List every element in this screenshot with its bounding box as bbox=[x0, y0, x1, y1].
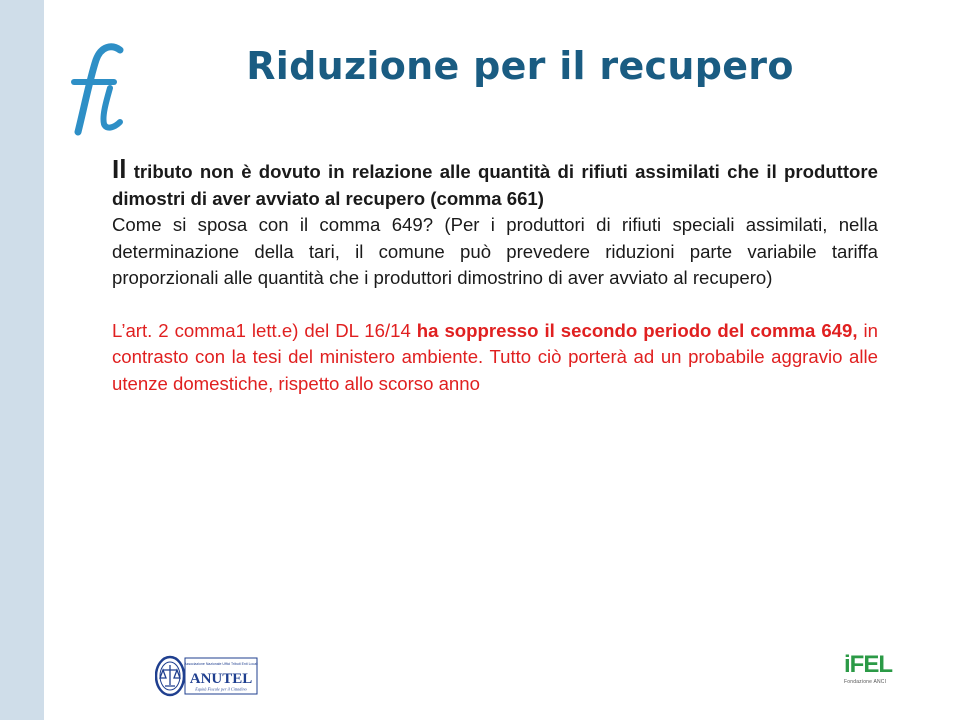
paragraph-tributo-text: tributo non è dovuto in relazione alle quantità di rifiuti assimilati che il produttore dimostri di aver avviato al recupero (comma 661) bbox=[112, 161, 878, 209]
paragraph-comma-649: Come si sposa con il comma 649? (Per i produttori di rifiuti speciali assimilati, nella determinazione della tari, il comune può prevedere riduzioni parte variabile tariffa proporzionali alle quantità che i produttori dimostrino di aver avviato al recupero) bbox=[112, 214, 878, 288]
left-sidebar-bar bbox=[0, 0, 44, 720]
fi-logo-icon bbox=[58, 38, 128, 138]
paragraph-dl-16-14 bbox=[112, 318, 878, 398]
slide-body bbox=[112, 156, 878, 397]
paragraph-lead-word: Il bbox=[112, 154, 127, 184]
paragraph-dl-part1: L’art. 2 comma1 lett.e) del DL 16/14 bbox=[112, 319, 417, 341]
ifel-logo-mark: iFEL bbox=[844, 651, 892, 678]
anutel-motto: Equità Fiscale per il Cittadino bbox=[195, 686, 247, 692]
paragraph-tributo bbox=[112, 156, 878, 212]
ifel-logo bbox=[844, 651, 892, 700]
anutel-logo bbox=[155, 655, 258, 697]
anutel-top-line: Associazione Nazionale Uffici Tributi Enti Locali bbox=[184, 662, 258, 666]
slide-title: Riduzione per il recupero bbox=[246, 44, 794, 88]
paragraph-dl-emphasis: ha soppresso il secondo periodo del comma 649, bbox=[416, 319, 858, 341]
ifel-logo-subtitle: Fondazione ANCI bbox=[844, 679, 887, 685]
paragraph-dl-part2: in contrasto con la tesi del ministero ambiente. Tutto ciò porterà ad un probabile aggravio alle utenze domestiche, rispetto allo scorso anno bbox=[112, 319, 878, 394]
anutel-name: ANUTEL bbox=[189, 671, 253, 687]
